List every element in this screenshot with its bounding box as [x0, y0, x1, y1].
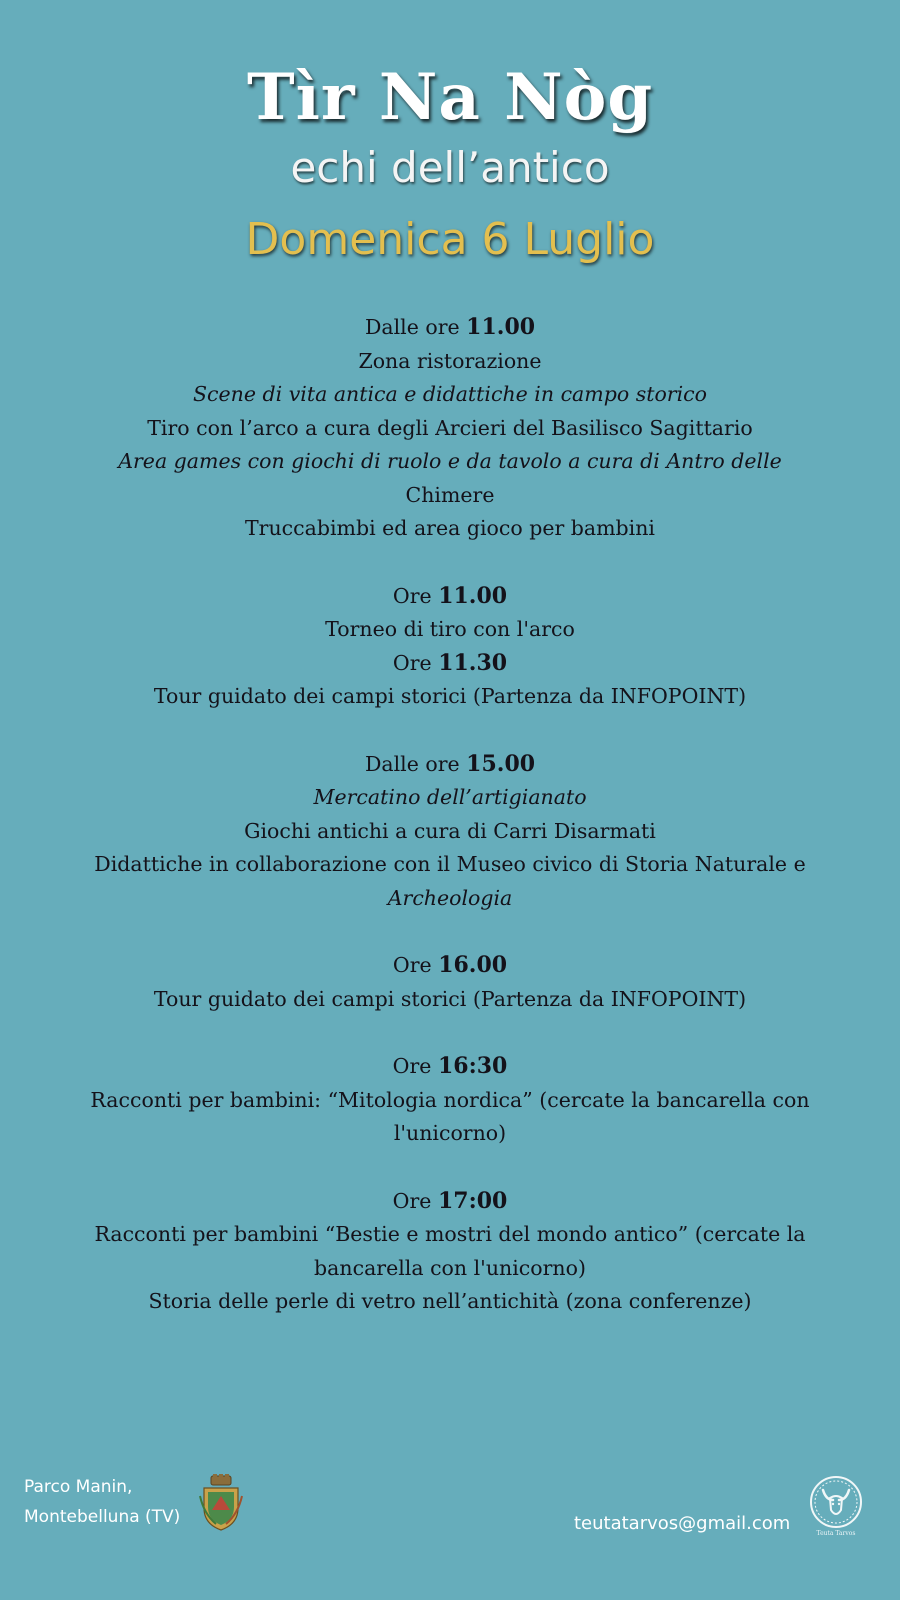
teuta-tarvos-logo-icon [806, 1474, 866, 1538]
schedule-block-1600 [40, 949, 860, 1016]
schedule-item: Archeologia [387, 885, 513, 910]
schedule-item: l'unicorno) [393, 1121, 507, 1145]
time-prefix: Ore [392, 583, 432, 608]
event-subtitle: echi dell’antico [290, 143, 610, 192]
time-heading [40, 1050, 860, 1084]
time-value: 11.00 [438, 582, 508, 609]
time-heading [40, 949, 860, 983]
time-prefix: Ore [392, 953, 432, 977]
schedule-block-1130 [40, 647, 860, 714]
time-prefix: Ore [392, 1054, 432, 1078]
time-value: 16.00 [438, 952, 508, 978]
schedule-item: bancarella con l'unicorno) [314, 1255, 586, 1280]
schedule-item: Racconti per bambini: “Mitologia nordica” (cercate la bancarella con [90, 1087, 810, 1112]
time-heading [40, 748, 860, 782]
schedule-block-1100-all-day [40, 311, 860, 546]
time-value: 15.00 [466, 750, 536, 777]
schedule-block-1500 [40, 748, 860, 916]
time-prefix: Dalle ore [364, 751, 460, 776]
schedule-item: Tour guidato dei campi storici (Partenza da INFOPOINT) [153, 986, 747, 1011]
schedule-item: Racconti per bambini “Bestie e mostri del mondo antico” (cercate la [94, 1222, 806, 1246]
schedule-item: Giochi antichi a cura di Carri Disarmati [244, 818, 656, 843]
venue-address [24, 1472, 180, 1532]
time-value: 17:00 [437, 1187, 508, 1214]
time-value: 16:30 [437, 1053, 508, 1079]
schedule-item: Scene di vita antica e didattiche in campo storico [193, 382, 707, 406]
logo-caption: Teuta Tarvos [816, 1530, 856, 1537]
schedule-item: Torneo di tiro con l'arco [325, 617, 575, 641]
schedule-block-1100-archery [40, 580, 860, 647]
schedule-block-1700 [40, 1185, 860, 1319]
schedule-item: Tiro con l’arco a cura degli Arcieri del Basilisco Sagittario [147, 415, 753, 440]
schedule-item: Mercatino dell’artigianato [313, 785, 587, 809]
time-prefix: Ore [392, 650, 432, 675]
schedule-item: Zona ristorazione [358, 348, 542, 373]
schedule-item: Tour guidato dei campi storici (Partenza da INFOPOINT) [153, 684, 747, 708]
program-schedule [40, 311, 860, 1319]
schedule-item: Area games con giochi di ruolo e da tavolo a cura di Antro delle [118, 449, 782, 473]
municipal-crest-icon [198, 1474, 244, 1532]
schedule-block-1630 [40, 1050, 860, 1151]
schedule-item: Truccabimbi ed area gioco per bambini [245, 516, 655, 540]
schedule-item: Chimere [405, 482, 495, 507]
time-value: 11.00 [466, 314, 536, 340]
time-value: 11.30 [438, 649, 508, 676]
time-heading [40, 647, 860, 681]
contact-email[interactable]: teutatarvos@gmail.com [574, 1513, 791, 1534]
event-title: Tìr Na Nòg [246, 60, 654, 135]
time-prefix: Dalle ore [364, 315, 460, 339]
schedule-item: Didattiche in collaborazione con il Museo civico di Storia Naturale e [94, 852, 806, 876]
time-heading [40, 1185, 860, 1219]
venue-name: Parco Manin, [24, 1477, 133, 1497]
schedule-item: Storia delle perle di vetro nell’antichità (zona conferenze) [148, 1289, 752, 1313]
time-heading [40, 311, 860, 345]
venue-city: Montebelluna (TV) [24, 1507, 181, 1527]
time-prefix: Ore [392, 1188, 432, 1213]
time-heading [40, 580, 860, 614]
event-date: Domenica 6 Luglio [245, 214, 655, 265]
